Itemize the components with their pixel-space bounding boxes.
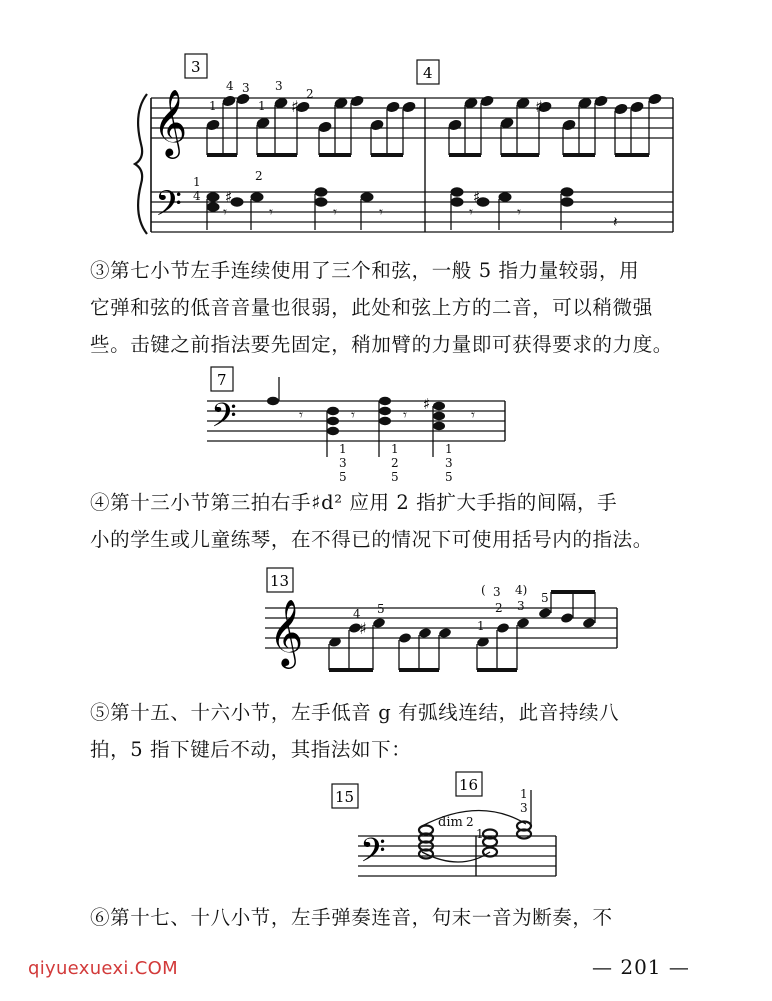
fingering: 2 [306, 87, 314, 101]
brace [135, 94, 147, 234]
fingering: 5 [445, 470, 453, 484]
treble-notes [206, 93, 662, 133]
score-measures-15-16 [330, 768, 570, 880]
sharp-sign: ♯ [225, 188, 233, 206]
rest: 𝄾 [469, 203, 473, 221]
measure-number: 3 [191, 58, 201, 76]
fingering: 3 [493, 585, 501, 599]
fingering: 4) [515, 583, 528, 597]
measure-number: 16 [459, 776, 479, 794]
note-4 [90, 484, 710, 558]
bass-clef: 𝄢 [211, 397, 237, 443]
rest: 𝄾 [223, 203, 227, 221]
text-line: ⑤第十五、十六小节，左手低音 g 有弧线连结，此音持续八 [90, 701, 620, 724]
fingering: ( [481, 583, 486, 597]
treble-clef: 𝄞 [269, 598, 304, 666]
text-line: 它弹和弦的低音音量也很弱，此处和弦上方的二音，可以稍微强 [90, 296, 653, 319]
rest: 𝄾 [403, 406, 407, 424]
score-measures-3-4 [125, 52, 685, 242]
text-line: 拍，5 指下键后不动，其指法如下： [90, 738, 412, 761]
bass-clef: 𝄢 [360, 832, 386, 878]
rest: 𝄾 [471, 406, 475, 424]
watermark: qiyuexuexi.COM [28, 958, 178, 979]
fingering: 2 [255, 169, 263, 183]
fingering: 1 [476, 827, 484, 841]
fingering: 5 [541, 591, 549, 605]
fingering: 3 [339, 456, 347, 470]
fingering: 3 [242, 81, 250, 95]
fingering: 4 [193, 189, 201, 203]
bass-clef: 𝄢 [155, 183, 183, 232]
note-6 [90, 899, 710, 936]
fingering: 2 [495, 601, 503, 615]
fingering: 1 [339, 442, 347, 456]
sharp-sign: ♯ [473, 188, 481, 206]
fingering: 3 [517, 599, 525, 613]
fingering: 3 [520, 801, 528, 815]
fingering: 4 [353, 607, 361, 621]
rest: 𝄾 [517, 203, 521, 221]
note-3 [90, 252, 710, 363]
rest: 𝄾 [351, 406, 355, 424]
fingering: 5 [391, 470, 399, 484]
text-line: 小的学生或儿童练琴，在不得已的情况下可使用括号内的指法。 [90, 528, 653, 551]
fingering: 5 [339, 470, 347, 484]
fingering: 3 [275, 79, 283, 93]
fingering: 1 [520, 787, 528, 801]
rest: 𝄽 [613, 213, 618, 231]
rest: 𝄾 [299, 406, 303, 424]
fingering: 1 [209, 99, 217, 113]
measure-number: 7 [217, 371, 227, 389]
rest: 𝄾 [333, 203, 337, 221]
page-number: — 201 — [592, 955, 690, 979]
fingering: 1 [391, 442, 399, 456]
sharp-sign: ♯ [535, 97, 543, 116]
text-line: 些。击键之前指法要先固定，稍加臂的力量即可获得要求的力度。 [90, 333, 673, 356]
text-line: ⑥第十七、十八小节，左手弹奏连音，句末一音为断奏，不 [90, 906, 613, 929]
measure-number: 4 [423, 64, 433, 82]
fingering: 1 [193, 175, 201, 189]
sharp-sign: ♯ [291, 97, 299, 116]
text-line: ④第十三小节第三拍右手♯d² 应用 2 指扩大手指的间隔，手 [90, 491, 618, 514]
fingering: 3 [445, 456, 453, 470]
fingering: 5 [377, 602, 385, 616]
treble-clef: 𝄞 [153, 88, 188, 156]
fingering: 1 [477, 619, 485, 633]
text-line: ③第七小节左手连续使用了三个和弦，一般 5 指力量较弱，用 [90, 259, 640, 282]
dynamic-marking: dim [438, 815, 463, 830]
fingering: 1 [445, 442, 453, 456]
fingering: 2 [466, 815, 474, 829]
note-5 [90, 694, 710, 768]
rest: 𝄾 [379, 203, 383, 221]
measure-number: 13 [270, 572, 290, 590]
fingering: 1 [258, 99, 266, 113]
sharp-sign: ♯ [423, 395, 431, 413]
fingering: 2 [391, 456, 399, 470]
sharp-sign: ♯ [359, 619, 367, 638]
fingering: 4 [226, 79, 234, 93]
score-measure-13 [263, 562, 623, 680]
score-measure-7 [205, 365, 515, 490]
measure-number: 15 [335, 788, 355, 806]
rest: 𝄾 [269, 203, 273, 221]
